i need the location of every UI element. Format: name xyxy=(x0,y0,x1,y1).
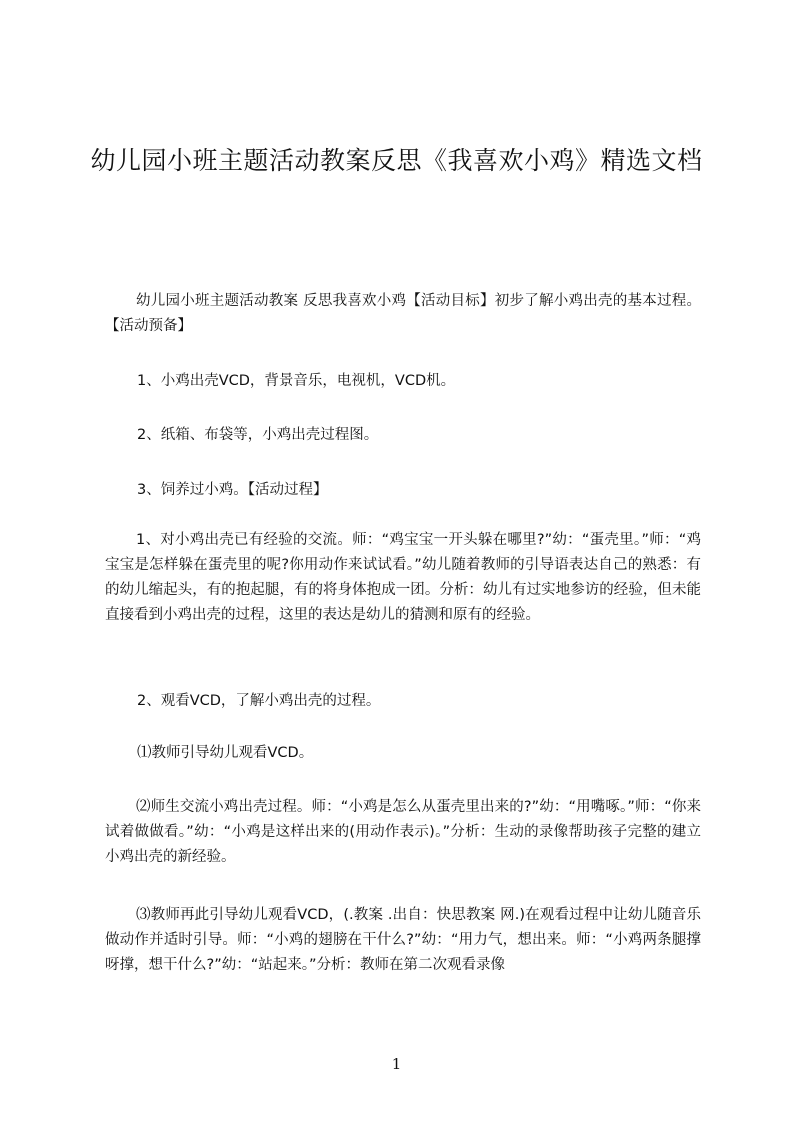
paragraph-intro: 幼儿园小班主题活动教案 反思我喜欢小鸡【活动目标】初步了解小鸡出壳的基本过程。【活动预备】 xyxy=(105,293,701,334)
paragraph-step-2: ⑵师生交流小鸡出壳过程。师：“小鸡是怎么从蛋壳里出来的?”幼：“用嘴啄。”师：“你来试着做做看。”幼：“小鸡是这样出来的(用动作表示)。”分析：生动的录像帮助孩子完整的建立小鸡出壳的新经验。 xyxy=(105,799,701,865)
paragraph-process-2: 2、观看VCD，了解小鸡出壳的过程。 xyxy=(137,693,381,709)
document-title: 幼儿园小班主题活动教案反思《我喜欢小鸡》精选文档 xyxy=(90,146,703,175)
paragraph-prep-3: 3、饲养过小鸡。【活动过程】 xyxy=(137,482,328,498)
paragraph-prep-2: 2、纸箱、布袋等，小鸡出壳过程图。 xyxy=(137,427,379,443)
paragraph-prep-1: 1、小鸡出壳VCD，背景音乐，电视机，VCD机。 xyxy=(137,373,456,389)
paragraph-process-1: 1、对小鸡出壳已有经验的交流。师：“鸡宝宝一开头躲在哪里?”幼：“蛋壳里。”师：“鸡宝宝是怎样躲在蛋壳里的呢?你用动作来试试看。”幼儿随着教师的引导语表达自己的熟悉：有的幼儿缩起头，有的抱起腿，有的将身体抱成一团。分析：幼儿有过实地参访的经验，但未能直接看到小鸡出壳的过程，这里的表达是幼儿的猜测和原有的经验。 xyxy=(105,532,701,623)
paragraph-step-3: ⑶教师再此引导幼儿观看VCD，(.教案 .出自：快思教案 网.)在观看过程中让幼儿随音乐做动作并适时引导。师：“小鸡的翅膀在干什么?”幼：“用力气，想出来。师：“小鸡两条腿撑呀撑，想干什么?”幼：“站起来。”分析：教师在第二次观看录像 xyxy=(105,907,701,973)
page-number: 1 xyxy=(391,1055,402,1073)
paragraph-step-1: ⑴教师引导幼儿观看VCD。 xyxy=(137,745,314,761)
